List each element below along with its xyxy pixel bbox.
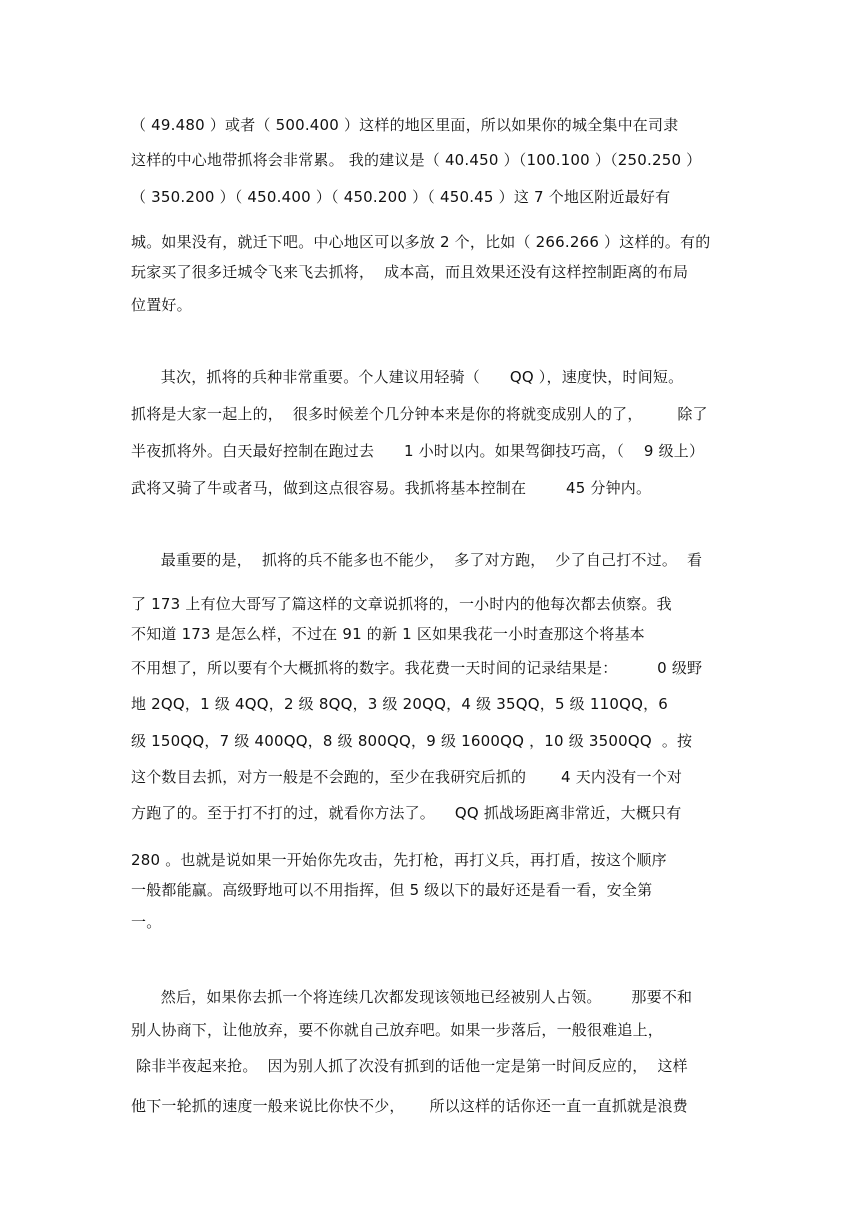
paragraph-3-line-3: 不知道 173 是怎么样，不过在 91 的新 1 区如果我花一小时查那这个将基本 <box>131 625 645 643</box>
paragraph-3-line-2: 了 173 上有位大哥写了篇这样的文章说抓将的，一小时内的他每次都去侦察。我 <box>131 595 672 613</box>
paragraph-4-line-2: 别人协商下，让他放弃，要不你就自己放弃吧。如果一步落后，一般很难追上， <box>131 1021 664 1039</box>
paragraph-1-line-3: （ 350.200 ）（ 450.400 ）（ 450.200 ）（ 450.45 ）这 7 个地区附近最好有 <box>131 188 671 206</box>
paragraph-1-line-5: 玩家买了很多迁城令飞来飞去抓将， 成本高，而且效果还没有这样控制距离的布局 <box>131 263 689 281</box>
paragraph-3-line-6: 级 150QQ，7 级 400QQ，8 级 800QQ，9 级 1600QQ ，10 级 3500QQ 。按 <box>131 732 693 750</box>
paragraph-3-line-5: 地 2QQ，1 级 4QQ，2 级 8QQ，3 级 20QQ，4 级 35QQ，5 级 110QQ，6 <box>131 695 669 713</box>
paragraph-4-line-3: 除非半夜起来抢。 因为别人抓了次没有抓到的话他一定是第一时间反应的， 这样 <box>131 1057 688 1075</box>
paragraph-2-line-1: 其次，抓将的兵种非常重要。个人建议用轻骑（ QQ ），速度快，时间短。 <box>131 368 684 386</box>
paragraph-4-line-1: 然后，如果你去抓一个将连续几次都发现该领地已经被别人占领。 那要不和 <box>131 988 693 1006</box>
paragraph-3-line-9: 280 。也就是说如果一开始你先攻击，先打枪，再打义兵，再打盾，按这个顺序 <box>131 851 667 869</box>
paragraph-2-line-4: 武将又骑了牛或者马，做到这点很容易。我抓将基本控制在 45 分钟内。 <box>131 479 652 497</box>
paragraph-1-line-1: （ 49.480 ）或者（ 500.400 ）这样的地区里面，所以如果你的城全集中在司隶 <box>131 116 679 134</box>
paragraph-1-line-4: 城。如果没有，就迁下吧。中心地区可以多放 2 个，比如（ 266.266 ）这样的。有的 <box>131 233 711 251</box>
paragraph-3-line-8: 方跑了的。至于打不打的过，就看你方法了。 QQ 抓战场距离非常近，大概只有 <box>131 804 682 822</box>
paragraph-3-line-4: 不用想了，所以要有个大概抓将的数字。我花费一天时间的记录结果是： 0 级野 <box>131 659 703 677</box>
paragraph-3-line-1: 最重要的是， 抓将的兵不能多也不能少， 多了对方跑， 少了自己打不过。 看 <box>131 551 703 569</box>
paragraph-4-line-4: 他下一轮抓的速度一般来说比你快不少， 所以这样的话你还一直一直抓就是浪费 <box>131 1097 688 1115</box>
paragraph-2-line-3: 半夜抓将外。白天最好控制在跑过去 1 小时以内。如果驾御技巧高，（ 9 级上） <box>131 442 705 460</box>
paragraph-3-line-10: 一般都能赢。高级野地可以不用指挥，但 5 级以下的最好还是看一看，安全第 <box>131 881 653 899</box>
paragraph-1-line-2: 这样的中心地带抓将会非常累。 我的建议是（ 40.450 ）（100.100 ）（250.250 ） <box>131 151 702 169</box>
paragraph-3-line-11: 一。 <box>131 913 162 931</box>
paragraph-1-line-6: 位置好。 <box>131 296 192 314</box>
paragraph-3-line-7: 这个数目去抓，对方一般是不会跑的，至少在我研究后抓的 4 天内没有一个对 <box>131 768 683 786</box>
paragraph-2-line-2: 抓将是大家一起上的， 很多时候差个几分钟本来是你的将就变成别人的了， 除了 <box>131 405 708 423</box>
